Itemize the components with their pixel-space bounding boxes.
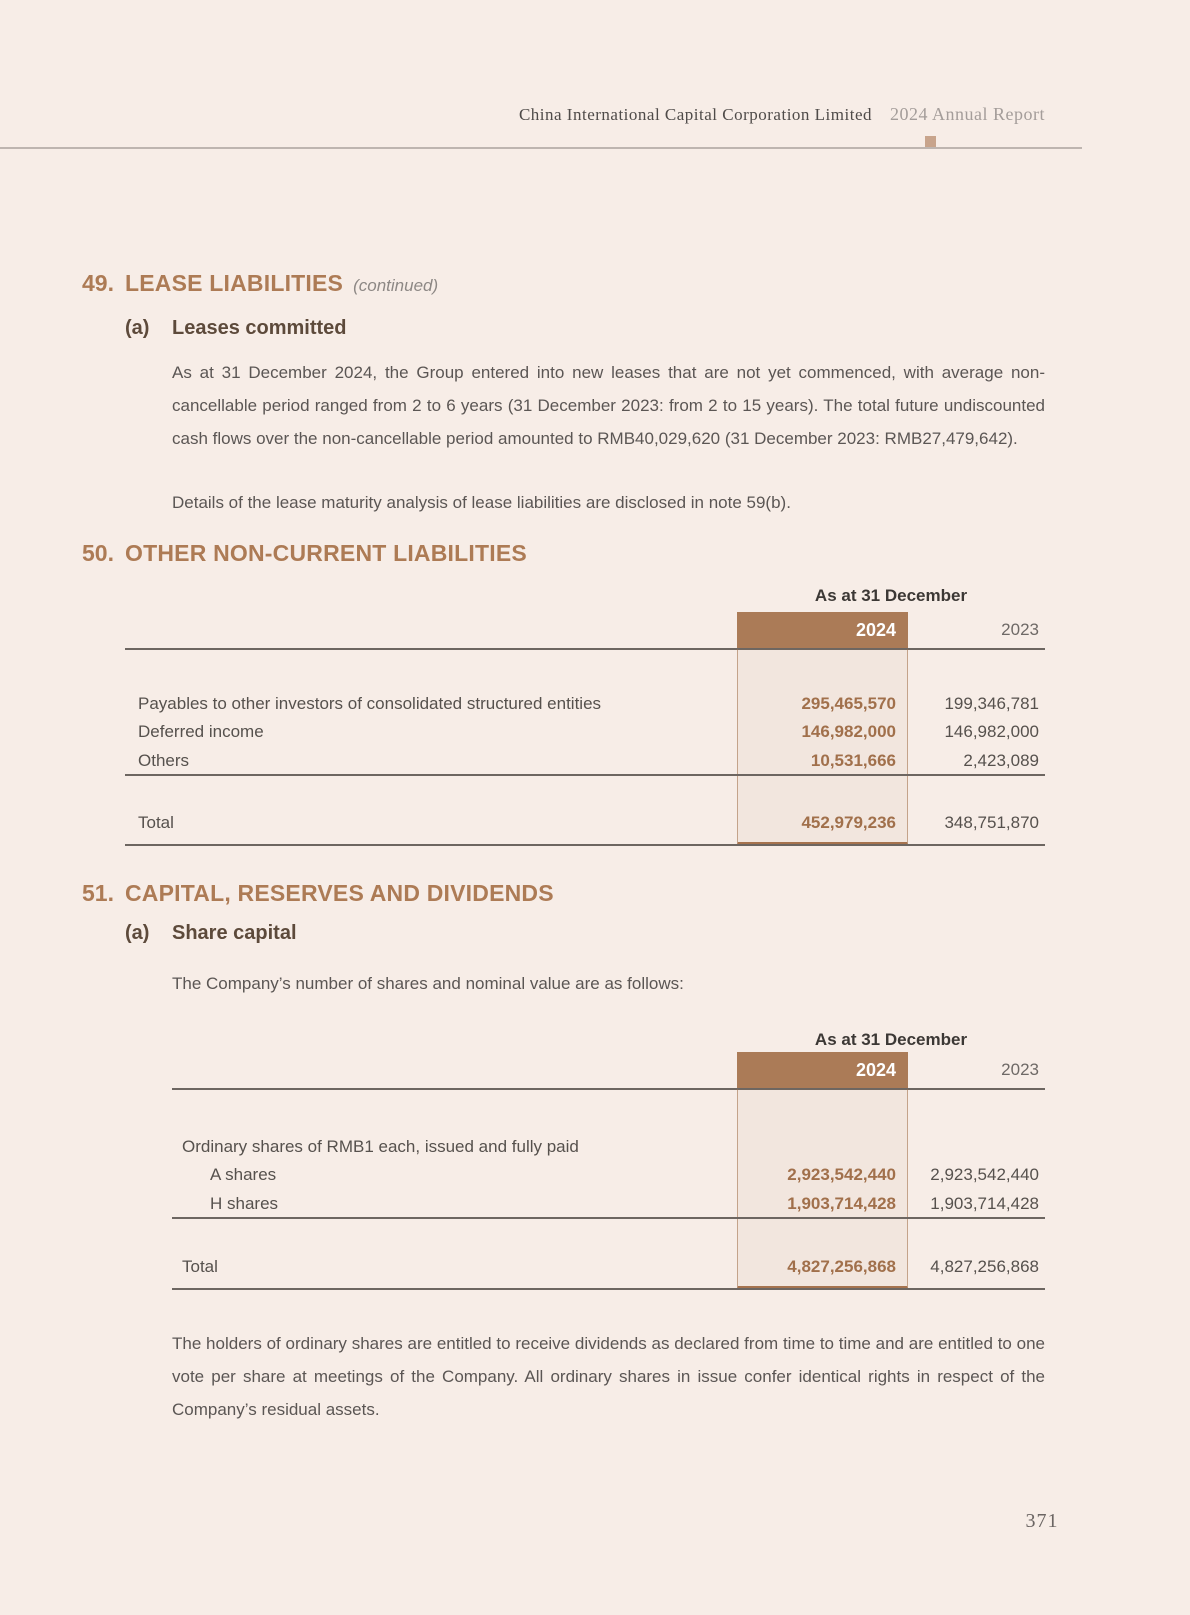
as-at-header: As at 31 December [814,1030,968,1049]
paragraph-lease-maturity: Details of the lease maturity analysis of lease liabilities are disclosed in note 59(b). [172,493,791,512]
row-label: Total [138,813,174,832]
year-2023-column-header: 2023 [1001,1060,1039,1079]
value-2024: 452,979,236 [801,813,896,832]
value-2023: 2,423,089 [963,751,1039,770]
header-rule [0,147,1082,149]
subsection-title: Share capital [172,922,297,944]
value-2024: 146,982,000 [801,722,896,741]
subsection-title: Leases committed [172,317,347,339]
value-2023: 348,751,870 [944,813,1039,832]
share-capital-intro: The Company’s number of shares and nominal value are as follows: [172,974,684,993]
table-bottom-rule [125,844,1045,846]
row-label: H shares [210,1194,279,1213]
table-row [172,1132,1045,1161]
subsection-49a-heading [125,317,347,340]
as-at-header: As at 31 December [814,586,968,605]
value-2024: 2,923,542,440 [787,1165,896,1184]
value-2024: 1,903,714,428 [787,1194,896,1213]
other-noncurrent-liabilities-table [125,586,1045,846]
table-row [125,746,1045,775]
section-50-heading [82,540,527,567]
total-row [172,1252,1045,1281]
section-49-heading [82,270,438,297]
section-number: 49. [82,270,114,296]
row-label: Others [138,751,190,770]
value-2023: 199,346,781 [944,694,1039,713]
subsection-label: (a) [125,922,150,944]
table-row [125,689,1045,718]
row-label: A shares [210,1165,277,1184]
section-title: CAPITAL, RESERVES AND DIVIDENDS [125,880,554,906]
subsection-label: (a) [125,317,150,339]
value-2024: 10,531,666 [810,751,896,770]
value-2023: 2,923,542,440 [930,1165,1039,1184]
value-2023: 1,903,714,428 [930,1194,1039,1213]
section-number: 51. [82,880,114,906]
table-mid-rule [172,1217,1045,1219]
total-row [125,808,1045,837]
section-title: OTHER NON-CURRENT LIABILITIES [125,540,527,566]
table-mid-rule [125,774,1045,776]
report-header [519,104,1045,125]
page-number: 371 [1025,1510,1059,1532]
table-row [172,1189,1045,1218]
row-label: Deferred income [138,722,264,741]
table-header-rule [172,1088,1045,1090]
share-capital-table [172,1030,1045,1290]
row-label: Ordinary shares of RMB1 each, issued and fully paid [182,1137,579,1156]
closing-paragraph: The holders of ordinary shares are entitled to receive dividends as declared from time to time and are entitled to one vote per share at meetings of the Company. All ordinary shares in issue confer identical rights in respect of the Company’s residual assets. [172,1334,1045,1419]
value-2023: 146,982,000 [944,722,1039,741]
table-row [172,1160,1045,1189]
row-label: Payables to other investors of consolidated structured entities [138,694,602,713]
table-bottom-rule [172,1288,1045,1290]
subsection-51a-heading [125,922,297,945]
year-2023-column-header: 2023 [1001,620,1039,639]
report-title: 2024 Annual Report [890,104,1045,124]
paragraph-leases-committed: As at 31 December 2024, the Group entered into new leases that are not yet commenced, with average non-cancellable period ranged from 2 to 6 years (31 December 2023: from 2 to 15 years). The total future undiscounted cash flows over the non-cancellable period amounted to RMB40,029,620 (31 December 2023: RMB27,479,642). [172,363,1045,448]
section-title: LEASE LIABILITIES [125,270,344,296]
section-51-heading [82,880,554,907]
value-2024: 295,465,570 [801,694,896,713]
value-2023: 4,827,256,868 [930,1257,1039,1276]
value-2024: 4,827,256,868 [787,1257,896,1276]
year-2024-column-header: 2024 [737,1052,908,1088]
company-name: China International Capital Corporation Limited [518,105,872,124]
header-rule-marker [925,136,936,147]
year-2024-column-header: 2024 [737,612,908,648]
table-row [125,717,1045,746]
section-number: 50. [82,540,114,566]
row-label: Total [182,1257,218,1276]
continued-label: (continued) [353,276,439,295]
